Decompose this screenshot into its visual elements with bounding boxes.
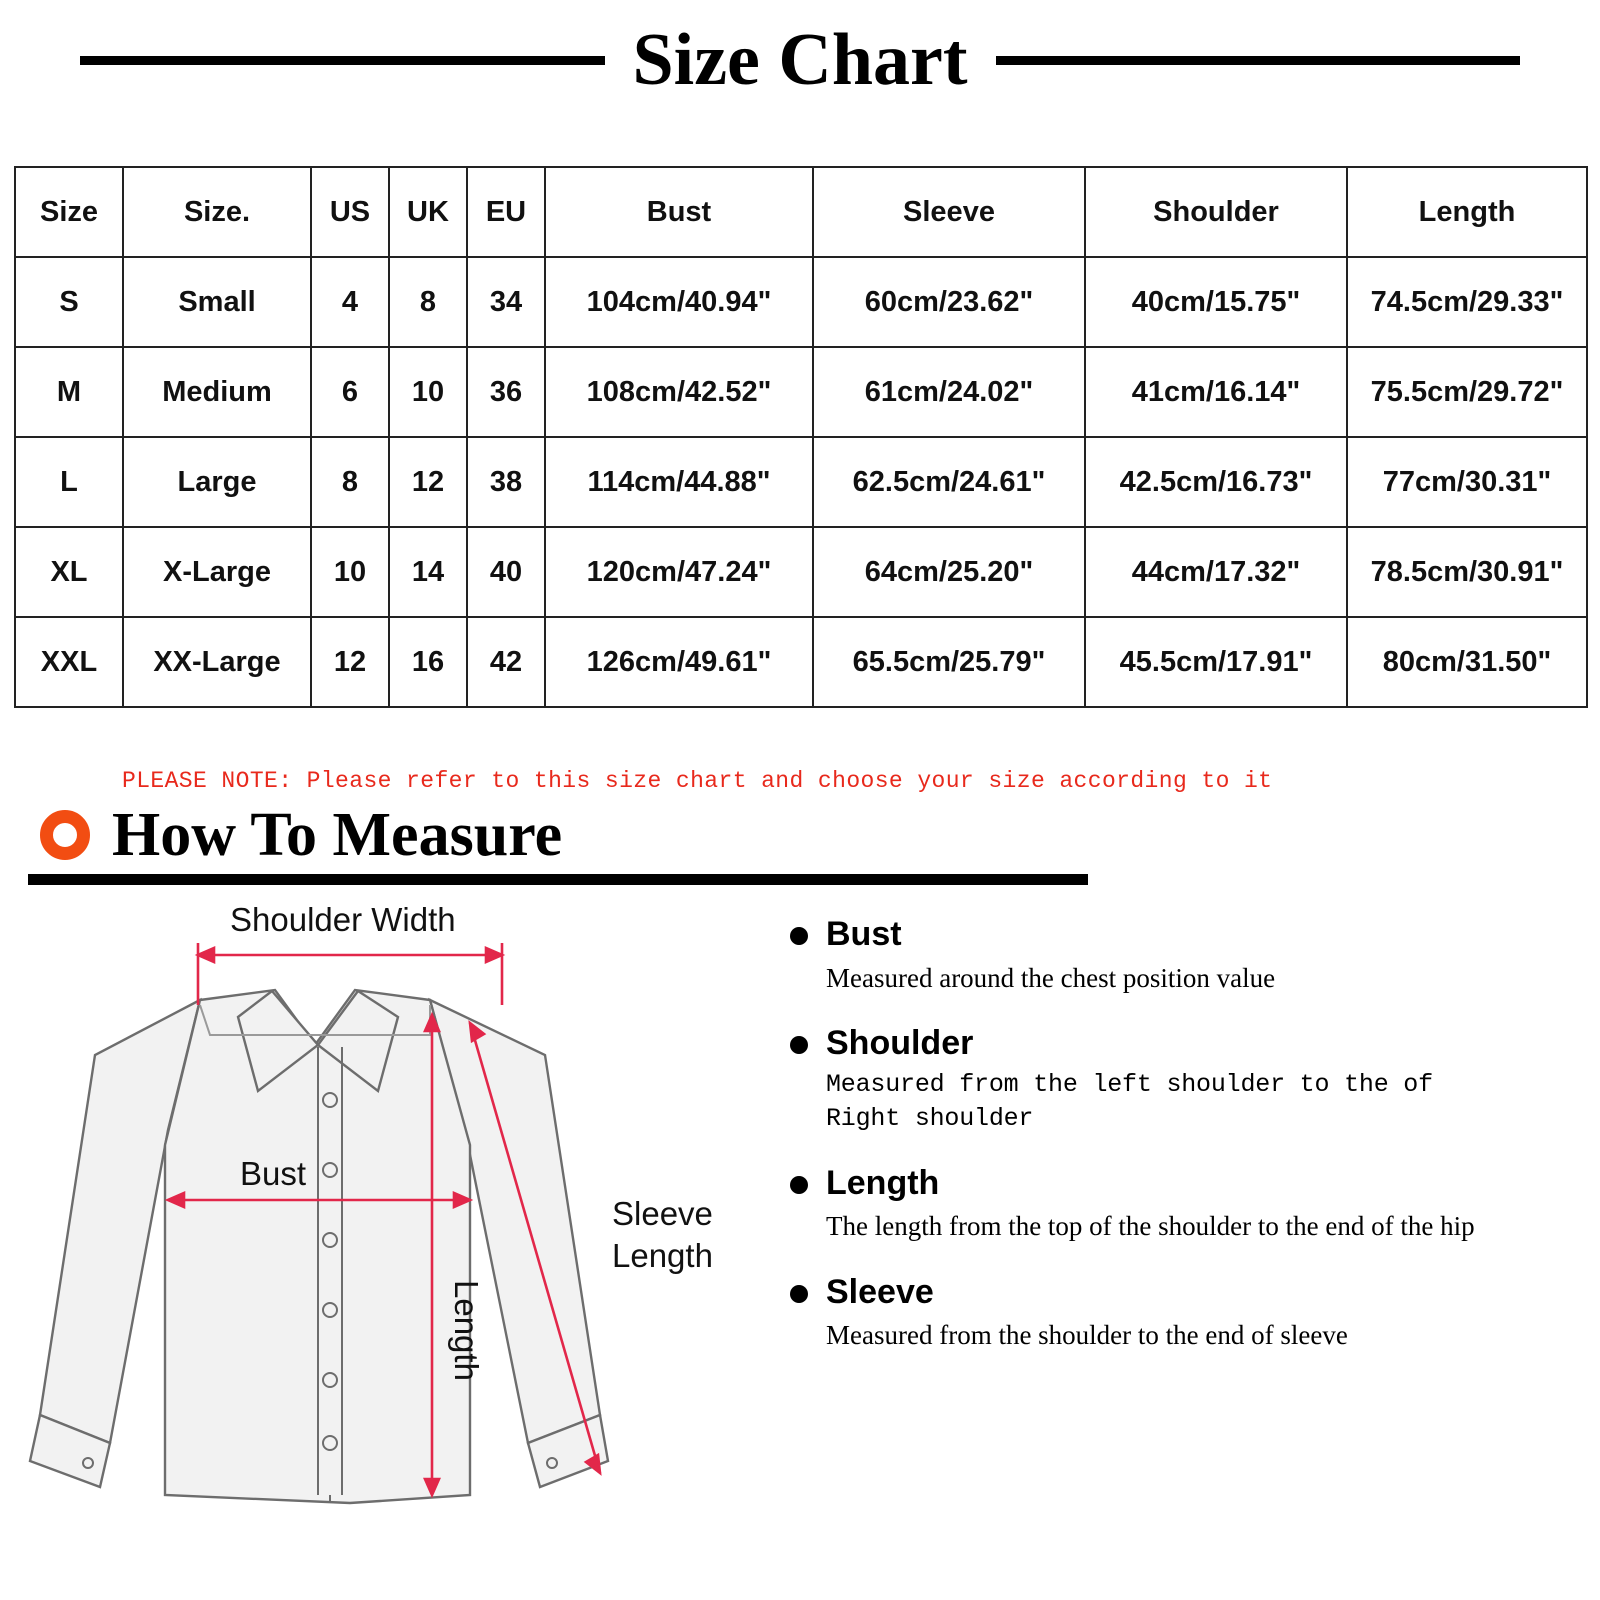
cell-us: 12 (311, 617, 389, 707)
column-header-length: Length (1347, 167, 1587, 257)
cell-size: XL (15, 527, 123, 617)
how-to-measure-heading (40, 801, 1600, 869)
definition-term: Shoulder (826, 1023, 974, 1062)
cell-size: S (15, 257, 123, 347)
label-sleeve-length-line2: Length (612, 1237, 713, 1274)
definition-term: Sleeve (826, 1272, 934, 1311)
table-row (15, 347, 1587, 437)
cell-eu: 36 (467, 347, 545, 437)
definition-description: Measured from the left shoulder to the of Right shoulder (826, 1070, 1433, 1134)
cell-eu: 42 (467, 617, 545, 707)
column-header-eu: EU (467, 167, 545, 257)
table-row (15, 257, 1587, 347)
definition-sleeve (790, 1271, 1580, 1354)
cell-bust: 114cm/44.88" (545, 437, 813, 527)
size-table-container (14, 166, 1586, 708)
cell-sleeve: 60cm/23.62" (813, 257, 1085, 347)
cell-size-name: Large (123, 437, 311, 527)
cell-length: 80cm/31.50" (1347, 617, 1587, 707)
cell-size-name: Medium (123, 347, 311, 437)
table-row (15, 617, 1587, 707)
cell-size-name: XX-Large (123, 617, 311, 707)
cell-bust: 104cm/40.94" (545, 257, 813, 347)
cell-sleeve: 65.5cm/25.79" (813, 617, 1085, 707)
cell-shoulder: 42.5cm/16.73" (1085, 437, 1347, 527)
cell-size: M (15, 347, 123, 437)
cell-bust: 120cm/47.24" (545, 527, 813, 617)
cell-size-name: Small (123, 257, 311, 347)
table-row (15, 437, 1587, 527)
circle-icon (40, 810, 90, 860)
measure-section (0, 895, 1600, 1585)
cell-size-name: X-Large (123, 527, 311, 617)
cell-shoulder: 44cm/17.32" (1085, 527, 1347, 617)
page-header (0, 0, 1600, 120)
cell-us: 6 (311, 347, 389, 437)
how-to-measure-title: How To Measure (112, 801, 563, 869)
please-note-text: PLEASE NOTE: Please refer to this size chart and choose your size according to it (122, 768, 1273, 794)
definition-description: The length from the top of the shoulder to the end of the hip (826, 1211, 1475, 1242)
definition-bust (790, 913, 1580, 996)
table-row (15, 527, 1587, 617)
cell-length: 77cm/30.31" (1347, 437, 1587, 527)
definition-term: Bust (826, 915, 902, 953)
cell-uk: 16 (389, 617, 467, 707)
shirt-diagram (0, 895, 780, 1585)
cell-eu: 38 (467, 437, 545, 527)
definitions-list (790, 913, 1580, 1380)
bullet-icon (790, 1036, 808, 1054)
cell-uk: 10 (389, 347, 467, 437)
cell-sleeve: 64cm/25.20" (813, 527, 1085, 617)
column-header-uk: UK (389, 167, 467, 257)
column-header-size-name: Size. (123, 167, 311, 257)
column-header-shoulder: Shoulder (1085, 167, 1347, 257)
cell-us: 10 (311, 527, 389, 617)
definition-description: Measured around the chest position value (826, 962, 1276, 993)
cell-shoulder: 45.5cm/17.91" (1085, 617, 1347, 707)
cell-sleeve: 61cm/24.02" (813, 347, 1085, 437)
bullet-icon (790, 1176, 808, 1194)
label-sleeve-length-line1: Sleeve (612, 1195, 713, 1232)
definition-term: Length (826, 1163, 940, 1202)
cell-length: 78.5cm/30.91" (1347, 527, 1587, 617)
cell-length: 75.5cm/29.72" (1347, 347, 1587, 437)
table-header-row (15, 167, 1587, 257)
bullet-icon (790, 927, 808, 945)
cell-size: L (15, 437, 123, 527)
cell-shoulder: 40cm/15.75" (1085, 257, 1347, 347)
cell-us: 4 (311, 257, 389, 347)
definition-length (790, 1162, 1580, 1245)
cell-eu: 34 (467, 257, 545, 347)
cell-length: 74.5cm/29.33" (1347, 257, 1587, 347)
cell-bust: 126cm/49.61" (545, 617, 813, 707)
cell-shoulder: 41cm/16.14" (1085, 347, 1347, 437)
label-length: Length (448, 1280, 485, 1381)
column-header-bust: Bust (545, 167, 813, 257)
header-rule-right (996, 56, 1521, 65)
cell-eu: 40 (467, 527, 545, 617)
how-to-measure-rule (28, 874, 1088, 885)
cell-sleeve: 62.5cm/24.61" (813, 437, 1085, 527)
cell-bust: 108cm/42.52" (545, 347, 813, 437)
label-bust: Bust (240, 1155, 307, 1192)
label-shoulder-width: Shoulder Width (230, 901, 456, 938)
page-title: Size Chart (632, 19, 968, 101)
bullet-icon (790, 1285, 808, 1303)
size-table (14, 166, 1588, 708)
header-rule-left (80, 56, 605, 65)
cell-uk: 8 (389, 257, 467, 347)
cell-us: 8 (311, 437, 389, 527)
cell-size: XXL (15, 617, 123, 707)
column-header-us: US (311, 167, 389, 257)
definition-description: Measured from the shoulder to the end of sleeve (826, 1320, 1348, 1351)
cell-uk: 12 (389, 437, 467, 527)
cell-uk: 14 (389, 527, 467, 617)
column-header-size: Size (15, 167, 123, 257)
column-header-sleeve: Sleeve (813, 167, 1085, 257)
definition-shoulder (790, 1022, 1580, 1136)
